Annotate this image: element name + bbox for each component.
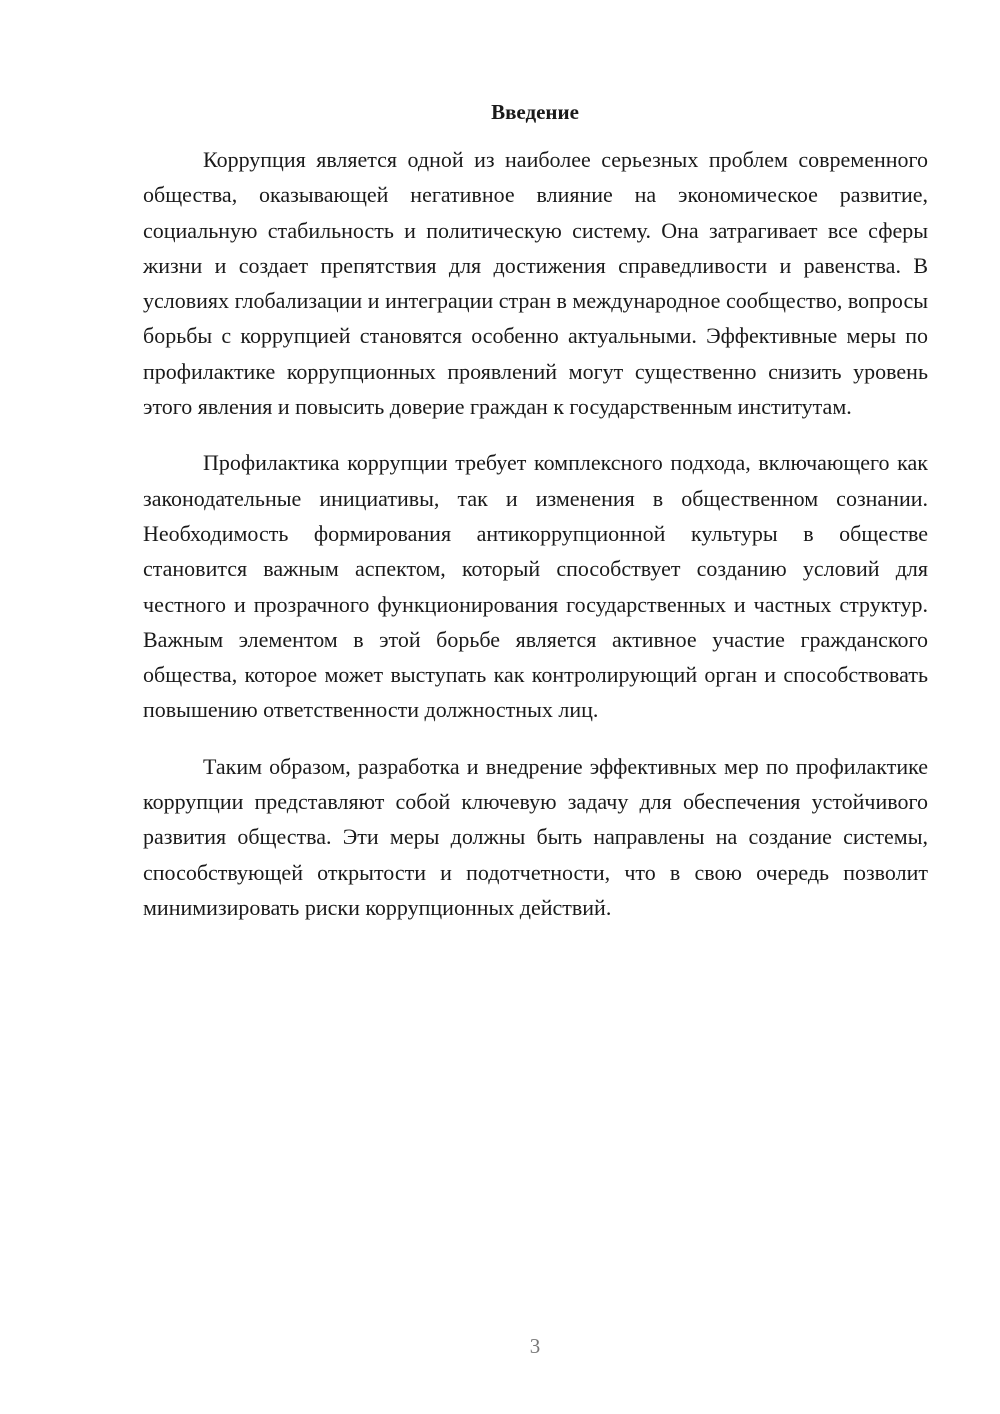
paragraph-1: Коррупция является одной из наиболее серьезных проблем современного общества, оказывающей негативное влияние на экономическое развитие, социальную стабильность и политическую систему. Она затрагивает все сферы жизни и создает препятствия для достижения справедливости и равенства. В условиях глобализации и интеграции стран в международное сообщество, вопросы борьбы с коррупцией становятся особенно актуальными. Эффективные меры по профилактике коррупционных проявлений могут существенно снизить уровень этого явления и повысить доверие граждан к государственным институтам. bbox=[143, 147, 928, 420]
body-text bbox=[143, 142, 928, 946]
paragraph-3: Таким образом, разработка и внедрение эффективных мер по профилактике коррупции представляют собой ключевую задачу для обеспечения устойчивого развития общества. Эти меры должны быть направлены на создание системы, способствующей открытости и подотчетности, что в свою очередь позволит минимизировать риски коррупционных действий. bbox=[143, 753, 928, 920]
page-number: 3 bbox=[529, 1334, 541, 1358]
section-heading: Введение bbox=[491, 100, 579, 124]
paragraph-2: Профилактика коррупции требует комплексного подхода, включающего как законодательные инициативы, так и изменения в общественном сознании. Необходимость формирования антикоррупционной культуры в обществе становится важным аспектом, который способствует созданию условий для честного и прозрачного функционирования государственных и частных структур. Важным элементом в этой борьбе является активное участие гражданского общества, которое может выступать как контролирующий орган и способствовать повышению ответственности должностных лиц. bbox=[143, 450, 928, 723]
